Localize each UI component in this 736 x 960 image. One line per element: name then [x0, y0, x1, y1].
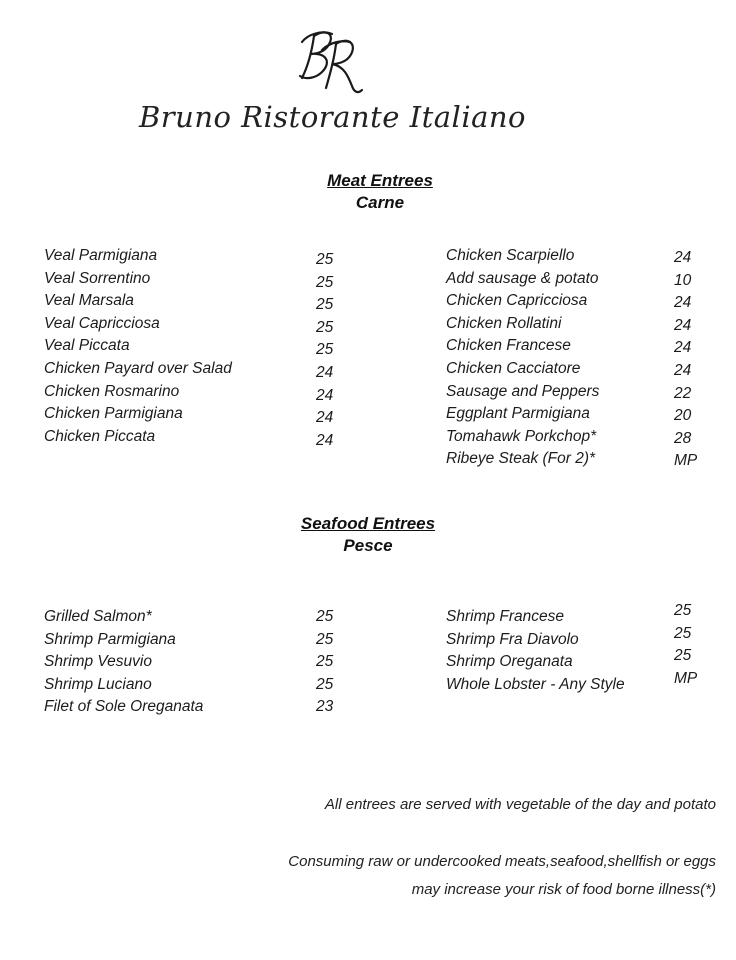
menu-item	[446, 337, 706, 360]
menu-item-price: 25	[674, 602, 692, 619]
br-monogram-icon	[292, 22, 372, 100]
menu-item-price: 10	[674, 271, 692, 289]
menu-item-price: 24	[316, 431, 334, 449]
menu-item-price: 25	[674, 624, 692, 642]
menu-item-price: 25	[316, 608, 334, 625]
menu-item-price: MP	[674, 452, 698, 470]
menu-item	[446, 428, 706, 451]
meat-section-subtitle: Carne	[355, 193, 405, 212]
menu-item-name: Shrimp Parmigiana	[44, 630, 176, 648]
menu-item-name: Veal Sorrentino	[44, 269, 151, 287]
menu-item	[446, 624, 706, 654]
menu-item-price: 24	[674, 339, 692, 357]
menu-item-name: Whole Lobster - Any Style	[446, 675, 625, 693]
menu-item	[446, 360, 706, 383]
menu-item-name: Chicken Francese	[446, 337, 571, 355]
menu-item-price: 25	[316, 630, 334, 648]
menu-item-price: 23	[316, 698, 334, 716]
menu-item-name: Shrimp Luciano	[44, 675, 152, 693]
menu-item-price: 24	[316, 386, 334, 404]
served-with-note: All entrees are served with vegetable of the day and potato	[324, 796, 716, 813]
menu-item	[44, 270, 344, 293]
menu-item	[446, 450, 706, 473]
menu-item-price: 28	[674, 429, 692, 447]
menu-item	[44, 631, 344, 654]
menu-item-name: Chicken Rosmarino	[44, 382, 180, 400]
menu-item-name: Shrimp Vesuvio	[44, 653, 152, 671]
menu-item-name: Chicken Scarpiello	[446, 247, 575, 264]
menu-item-name: Chicken Parmigiana	[44, 405, 183, 423]
menu-item-name: Veal Marsala	[44, 292, 134, 310]
menu-item	[44, 247, 344, 270]
menu-item-price: 25	[316, 318, 334, 336]
menu-item-name: Shrimp Oreganata	[446, 653, 573, 671]
menu-item	[44, 405, 344, 428]
seafood-left-column	[44, 608, 344, 721]
meat-right-column	[446, 247, 706, 473]
menu-item	[44, 653, 344, 676]
menu-item	[446, 669, 706, 699]
meat-section-heading	[0, 171, 736, 213]
menu-item	[446, 647, 706, 676]
menu-item-price: 24	[674, 294, 692, 312]
menu-item	[44, 608, 344, 631]
seafood-section-title: Seafood Entrees	[300, 514, 436, 533]
meat-section-title: Meat Entrees	[327, 171, 433, 190]
menu-item	[446, 292, 706, 315]
menu-item-price: 24	[674, 316, 692, 334]
menu-item-name: Eggplant Parmigiana	[446, 405, 590, 423]
menu-item-name: Chicken Capricciosa	[446, 292, 588, 310]
menu-item	[446, 315, 706, 338]
menu-item-name: Chicken Piccata	[44, 427, 156, 445]
menu-item	[44, 698, 344, 721]
menu-item-price: 25	[674, 647, 692, 665]
menu-item-name: Ribeye Steak (For 2)*	[446, 450, 596, 468]
menu-item-price: 24	[674, 249, 692, 266]
menu-item-name: Grilled Salmon*	[44, 608, 152, 625]
menu-item	[44, 292, 344, 315]
menu-item-name: Filet of Sole Oreganata	[44, 698, 204, 716]
menu-item	[446, 247, 706, 270]
menu-item-price: 25	[316, 653, 334, 671]
seafood-right-column	[446, 602, 706, 698]
menu-item-name: Chicken Payard over Salad	[44, 359, 232, 377]
menu-item	[446, 405, 706, 428]
menu-item-name: Veal Capricciosa	[44, 314, 160, 332]
seafood-section-subtitle: Pesce	[343, 536, 393, 555]
menu-item-name: Sausage and Peppers	[446, 382, 600, 400]
menu-item-price: MP	[674, 669, 698, 687]
menu-item-price: 25	[316, 341, 334, 359]
menu-item	[44, 383, 344, 406]
menu-item-name: Veal Parmigiana	[44, 247, 158, 264]
menu-item	[446, 270, 706, 293]
menu-item-price: 20	[674, 407, 692, 425]
menu-item-name: Shrimp Fra Diavolo	[446, 630, 579, 648]
menu-item-name: Tomahawk Porkchop*	[446, 427, 597, 445]
menu-item-name: Chicken Cacciatore	[446, 359, 581, 377]
menu-item-price: 24	[316, 363, 334, 381]
menu-item-name: Shrimp Francese	[446, 608, 565, 625]
menu-item	[44, 360, 344, 383]
menu-item-price: 25	[316, 675, 334, 693]
menu-item	[446, 383, 706, 406]
menu-item	[446, 602, 706, 631]
menu-item-price: 24	[316, 409, 334, 427]
meat-left-column	[44, 247, 344, 450]
menu-item-price: 25	[316, 251, 334, 268]
menu-item	[44, 676, 344, 699]
food-warning-line-1: Consuming raw or undercooked meats,seafood,shellfish or eggs	[288, 853, 716, 870]
menu-item	[44, 337, 344, 360]
restaurant-name: Bruno Ristorante Italiano	[138, 100, 527, 134]
menu-item	[44, 428, 344, 451]
menu-item-price: 25	[316, 296, 334, 314]
menu-item-price: 24	[674, 361, 692, 379]
menu-item-name: Veal Piccata	[44, 337, 130, 355]
menu-item	[44, 315, 344, 338]
menu-item-price: 22	[674, 384, 692, 402]
menu-item-price: 25	[316, 273, 334, 291]
seafood-section-heading	[0, 514, 736, 556]
menu-item-name: Chicken Rollatini	[446, 314, 562, 332]
menu-item-name: Add sausage & potato	[446, 269, 599, 287]
food-warning-line-2: may increase your risk of food borne illness(*)	[411, 881, 716, 898]
